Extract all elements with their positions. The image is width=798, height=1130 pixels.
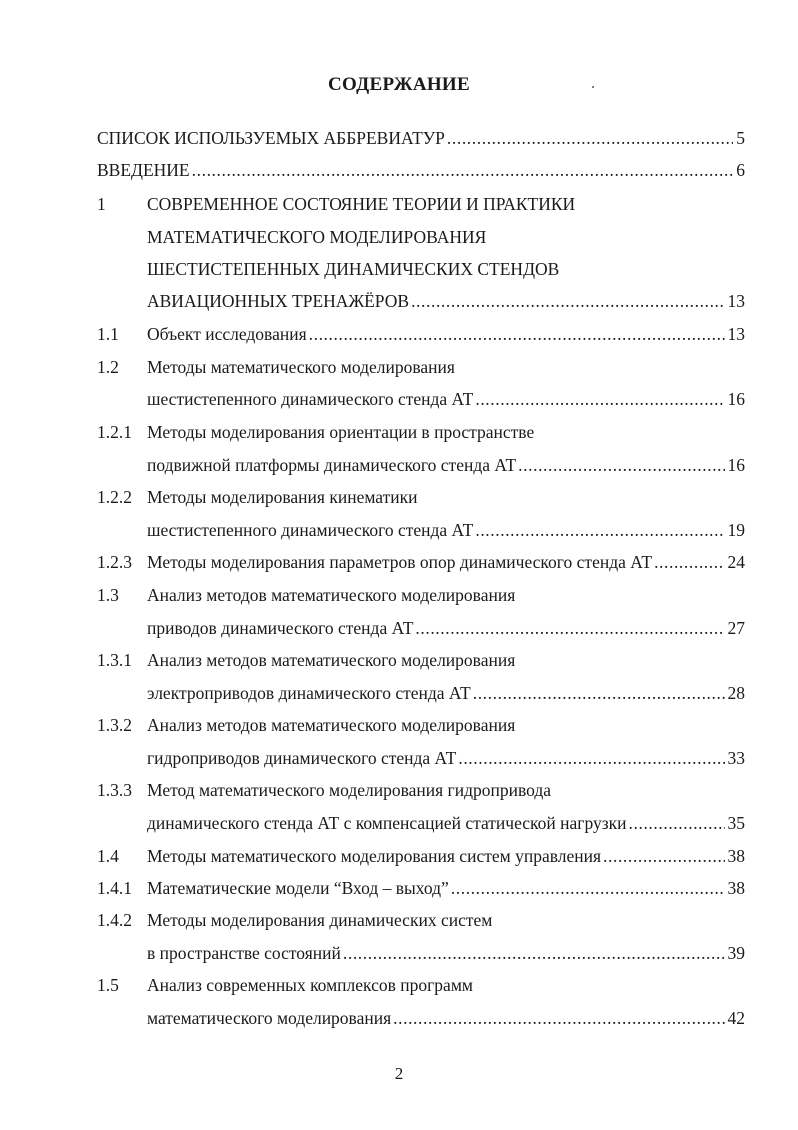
toc-entry-text: шестистепенного динамического стенда АТ [147,389,474,409]
toc-leader-dots [192,159,734,181]
toc-entry-text: Методы моделирования динамических систем [147,910,493,930]
toc-entry-1-4[interactable] [147,845,745,867]
toc-entry-text: ВВЕДЕНИЕ [97,160,190,180]
toc-page-number: 16 [727,389,745,409]
toc-entry-text: Математические модели “Вход – выход” [147,878,449,898]
toc-leader-dots [473,682,725,704]
toc-leader-dots [475,388,724,410]
toc-entry-chapter-1-line-2[interactable] [147,226,486,248]
toc-entry-introduction[interactable] [97,159,745,181]
toc-page-number: 39 [727,943,745,963]
toc-page-number: 6 [736,160,745,180]
toc-entry-chapter-1-line-3[interactable] [147,258,559,280]
toc-page-number: 5 [736,128,745,148]
toc-entry-1-3-1-line-1[interactable] [147,649,515,671]
toc-entry-text: шестистепенного динамического стенда АТ [147,520,474,540]
toc-entry-1-3-3-line-1[interactable] [147,779,551,801]
toc-page-number: 24 [727,552,745,572]
toc-entry-text: ШЕСТИСТЕПЕННЫХ ДИНАМИЧЕСКИХ СТЕНДОВ [147,259,560,279]
toc-entry-text: Анализ методов математического моделирования [147,650,516,670]
toc-entry-text: Методы математического моделирования систем управления [147,846,602,866]
toc-page-number: 28 [727,683,745,703]
toc-entry-1-2-1-line-1[interactable] [147,421,534,443]
toc-entry-chapter-1-line-1[interactable] [147,193,575,215]
toc-number: 1.2.1 [97,422,132,442]
toc-entry-1-4-2-line-2[interactable] [147,942,745,964]
toc-leader-dots [518,454,724,476]
toc-page-number: 27 [727,618,745,638]
scan-speck [592,86,594,88]
toc-number: 1.3.1 [97,650,132,670]
page-title: СОДЕРЖАНИЕ [328,74,470,95]
toc-entry-text: гидроприводов динамического стенда АТ [147,748,457,768]
toc-entry-1-2-line-2[interactable] [147,388,745,410]
toc-number: 1.5 [97,975,119,995]
toc-number: 1.2.3 [97,552,132,572]
toc-entry-1-2-3[interactable] [147,551,745,573]
toc-entry-text: подвижной платформы динамического стенда АТ [147,455,517,475]
toc-leader-dots [475,519,724,541]
toc-entry-text: Метод математического моделирования гидропривода [147,780,552,800]
toc-entry-1-4-1[interactable] [147,877,745,899]
toc-entry-text: математического моделирования [147,1008,392,1028]
toc-leader-dots [343,942,725,964]
toc-leader-dots [451,877,725,899]
toc-leader-dots [411,290,724,312]
toc-leader-dots [415,617,724,639]
toc-entry-1-4-2-line-1[interactable] [147,909,492,931]
toc-page-number: 16 [727,455,745,475]
toc-number: 1.1 [97,324,119,344]
toc-entry-abbreviations[interactable] [97,127,745,149]
toc-page-number: 35 [727,813,745,833]
toc-entry-text: Методы моделирования параметров опор динамического стенда АТ [147,552,653,572]
toc-entry-text: Методы моделирования кинематики [147,487,418,507]
toc-entry-text: электроприводов динамического стенда АТ [147,683,471,703]
toc-number: 1.4.1 [97,878,132,898]
toc-leader-dots [603,845,724,867]
page-number: 2 [394,1064,404,1083]
toc-page-number: 13 [727,291,745,311]
toc-entry-1-5-line-1[interactable] [147,974,473,996]
toc-entry-text: динамического стенда АТ с компенсацией статической нагрузки [147,813,627,833]
toc-leader-dots [458,747,724,769]
toc-entry-1-1[interactable] [147,323,745,345]
toc-leader-dots [309,323,725,345]
toc-entry-chapter-1-line-4[interactable] [147,290,745,312]
toc-entry-1-2-1-line-2[interactable] [147,454,745,476]
toc-leader-dots [447,127,733,149]
toc-number: 1.4 [97,846,119,866]
toc-entry-text: МАТЕМАТИЧЕСКОГО МОДЕЛИРОВАНИЯ [147,227,487,247]
toc-entry-1-2-2-line-1[interactable] [147,486,418,508]
toc-number: 1.4.2 [97,910,132,930]
toc-entry-1-3-2-line-2[interactable] [147,747,745,769]
toc-page-number: 19 [727,520,745,540]
toc-entry-text: АВИАЦИОННЫХ ТРЕНАЖЁРОВ [147,291,410,311]
toc-leader-dots [393,1007,724,1029]
toc-number: 1.2.2 [97,487,132,507]
toc-entry-1-3-line-2[interactable] [147,617,745,639]
toc-number: 1.2 [97,357,119,377]
toc-number: 1.3 [97,585,119,605]
toc-number: 1.3.2 [97,715,132,735]
toc-entry-1-2-line-1[interactable] [147,356,455,378]
toc-page-number: 13 [727,324,745,344]
toc-leader-dots [629,812,725,834]
toc-entry-text: Методы математического моделирования [147,357,455,377]
toc-number: 1.3.3 [97,780,132,800]
toc-leader-dots [654,551,724,573]
toc-entry-text: СПИСОК ИСПОЛЬЗУЕМЫХ АББРЕВИАТУР [97,128,445,148]
toc-entry-1-2-2-line-2[interactable] [147,519,745,541]
toc-entry-text: в пространстве состояний [147,943,341,963]
toc-page-number: 33 [727,748,745,768]
toc-entry-text: Анализ современных комплексов программ [147,975,473,995]
toc-page-number: 38 [727,878,745,898]
toc-entry-text: Анализ методов математического моделирования [147,585,516,605]
toc-entry-text: приводов динамического стенда АТ [147,618,414,638]
toc-entry-1-5-line-2[interactable] [147,1007,745,1029]
toc-entry-text: Методы моделирования ориентации в пространстве [147,422,535,442]
toc-entry-1-3-1-line-2[interactable] [147,682,745,704]
toc-entry-text: Анализ методов математического моделирования [147,715,516,735]
toc-page-number: 42 [727,1008,745,1028]
toc-page-number: 38 [727,846,745,866]
toc-entry-text: Объект исследования [147,324,307,344]
toc-entry-1-3-2-line-1[interactable] [147,714,515,736]
toc-entry-1-3-line-1[interactable] [147,584,515,606]
toc-entry-1-3-3-line-2[interactable] [147,812,745,834]
toc-number: 1 [97,194,106,214]
toc-entry-text: СОВРЕМЕННОЕ СОСТОЯНИЕ ТЕОРИИ И ПРАКТИКИ [147,194,576,214]
